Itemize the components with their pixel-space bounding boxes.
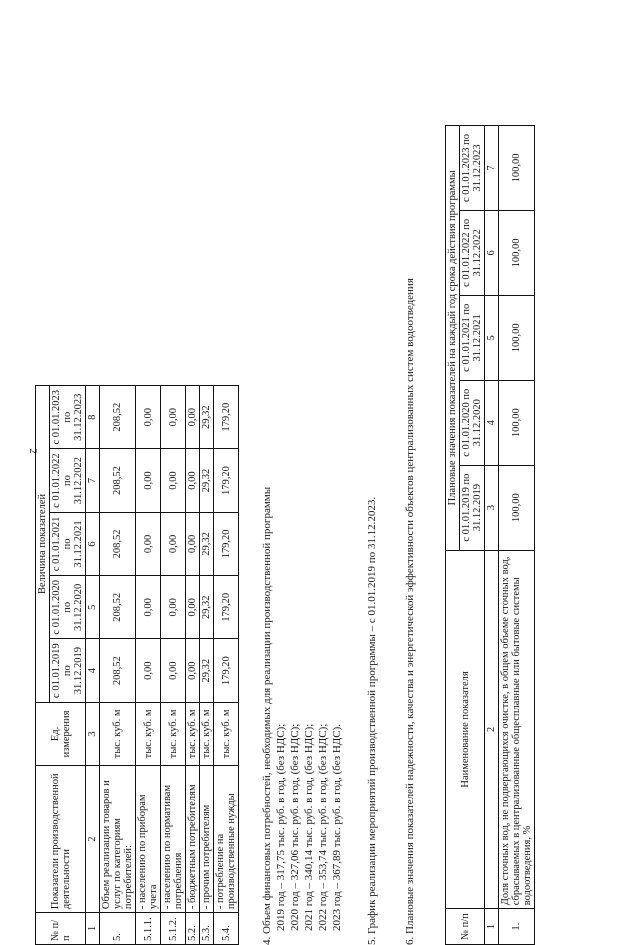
- header-period: с 01.01.2022 по 31.12.2022: [50, 449, 86, 512]
- row-unit: тыс. куб. м: [136, 702, 161, 765]
- table-row: [136, 386, 161, 945]
- row-value: 179,20: [214, 386, 239, 449]
- row-value: 0,00: [136, 512, 161, 575]
- page-number: 2: [26, 448, 39, 454]
- row-unit: тыс. куб. м: [100, 702, 136, 765]
- row-value: 29,32: [200, 512, 214, 575]
- row-name: - прочим потребителям: [200, 766, 214, 913]
- header-period: с 01.01.2019 по 31.12.2019: [460, 465, 485, 550]
- header-period: с 01.01.2023 по 31.12.2023: [50, 386, 86, 449]
- row-value: 0,00: [136, 386, 161, 449]
- row-value: 29,32: [200, 576, 214, 639]
- row-value: 0,00: [186, 386, 200, 449]
- section-4-line: 2023 год – 367,89 тыс. руб. в год, (без НДС).: [331, 723, 343, 931]
- row-value: 29,32: [200, 449, 214, 512]
- row-value: 0,00: [136, 576, 161, 639]
- row-value: 100,00: [499, 295, 535, 380]
- column-number: 4: [485, 380, 499, 465]
- column-number: 3: [485, 465, 499, 550]
- header-period: с 01.01.2020 по 31.12.2020: [50, 576, 86, 639]
- header-indicator: Показатели производственной деятельности: [36, 766, 86, 913]
- row-value: 0,00: [161, 639, 186, 702]
- row-name: - населению по приборам учета: [136, 766, 161, 913]
- header-group: Плановые значения показателей на каждый год срока действия программы: [446, 126, 460, 551]
- column-number: 8: [86, 386, 100, 449]
- row-value: 179,20: [214, 576, 239, 639]
- row-name: - населению по нормативам потребления: [161, 766, 186, 913]
- row-value: 208,52: [100, 386, 136, 449]
- section-4-line: 2022 год – 353,74 тыс. руб. в год, (без НДС);: [317, 723, 329, 931]
- column-number: 1: [86, 913, 100, 945]
- table-row: [214, 386, 239, 945]
- header-period: с 01.01.2021 по 31.12.2021: [50, 512, 86, 575]
- row-name: Объем реализации товаров и услуг по категориям потребителей:: [100, 766, 136, 913]
- table-row: [200, 386, 214, 945]
- table-header-row: [36, 386, 50, 945]
- section-5-title: 5. График реализации мероприятий производственной программы – с 01.01.2019 по 31.12.2023.: [366, 496, 378, 945]
- column-number: 7: [86, 449, 100, 512]
- row-value: 208,52: [100, 449, 136, 512]
- row-num: 5.3.: [200, 913, 214, 945]
- header-name: Наименование показателя: [446, 550, 485, 909]
- table-header-row: [446, 126, 460, 945]
- column-number: 6: [485, 210, 499, 295]
- row-value: 0,00: [161, 449, 186, 512]
- table-row: [161, 386, 186, 945]
- section-4-line: 2021 год – 340,14 тыс. руб. в год, (без НДС);: [303, 723, 315, 931]
- header-values-group: Величина показателей: [36, 386, 50, 703]
- row-value: 100,00: [499, 210, 535, 295]
- row-num: 5.4.: [214, 913, 239, 945]
- row-num: 5.2.: [186, 913, 200, 945]
- section-4-title: 4. Объем финансовых потребностей, необходимых для реализации производственной программы: [261, 486, 273, 945]
- row-value: 29,32: [200, 386, 214, 449]
- row-unit: тыс. куб. м: [214, 702, 239, 765]
- section-4: [260, 385, 344, 945]
- section-4-line: 2020 год – 327,06 тыс. руб. в год, (без НДС);: [289, 723, 301, 931]
- header-period: с 01.01.2021 по 31.12.2021: [460, 295, 485, 380]
- header-period: с 01.01.2022 по 31.12.2022: [460, 210, 485, 295]
- row-num: 5.1.2.: [161, 913, 186, 945]
- row-unit: тыс. куб. м: [161, 702, 186, 765]
- reliability-indicators-table: [445, 125, 535, 945]
- column-number: 2: [86, 766, 100, 913]
- header-unit: Ед. измерения: [36, 702, 86, 765]
- row-name: - бюджетным потребителям: [186, 766, 200, 913]
- section-5: [365, 245, 379, 945]
- table-row: [499, 126, 535, 945]
- row-value: 0,00: [161, 512, 186, 575]
- table-row: [100, 386, 136, 945]
- row-unit: тыс. куб. м: [186, 702, 200, 765]
- column-number: 4: [86, 639, 100, 702]
- row-value: 100,00: [499, 126, 535, 211]
- rotated-document-content: [35, 55, 575, 945]
- header-period: с 01.01.2023 по 31.12.2023: [460, 126, 485, 211]
- row-value: 208,52: [100, 512, 136, 575]
- section-6: [403, 125, 417, 945]
- column-number: 5: [86, 576, 100, 639]
- header-num: № п/п: [446, 909, 485, 945]
- row-value: 179,20: [214, 449, 239, 512]
- row-num: 1.: [499, 909, 535, 945]
- production-indicators-table: [35, 385, 239, 945]
- row-value: 179,20: [214, 512, 239, 575]
- column-number: 5: [485, 295, 499, 380]
- column-number: 7: [485, 126, 499, 211]
- section-4-line: 2019 год – 317,75 тыс. руб. в год, (без НДС);: [275, 723, 287, 931]
- header-period: с 01.01.2020 по 31.12.2020: [460, 380, 485, 465]
- row-unit: тыс. куб. м: [200, 702, 214, 765]
- row-value: 0,00: [186, 512, 200, 575]
- header-num: № п/п: [36, 913, 86, 945]
- row-value: 100,00: [499, 380, 535, 465]
- row-value: 208,52: [100, 576, 136, 639]
- column-number: 3: [86, 702, 100, 765]
- row-value: 0,00: [186, 576, 200, 639]
- row-num: 5.1.1.: [136, 913, 161, 945]
- column-number: 6: [86, 512, 100, 575]
- row-name: - потребление на производственные нужды: [214, 766, 239, 913]
- row-value: 100,00: [499, 465, 535, 550]
- row-value: 29,32: [200, 639, 214, 702]
- row-value: 0,00: [161, 576, 186, 639]
- row-value: 0,00: [161, 386, 186, 449]
- row-value: 179,20: [214, 639, 239, 702]
- row-value: 0,00: [136, 449, 161, 512]
- table-row: [186, 386, 200, 945]
- row-value: 208,52: [100, 639, 136, 702]
- header-period: с 01.01.2019 по 31.12.2019: [50, 639, 86, 702]
- row-value: 0,00: [136, 639, 161, 702]
- row-name: Доля сточных вод, не подвергающихся очистке, в общем объеме сточных вод, сбрасываемых в централизованные общесплавные или бытовые системы водоотведения, %: [499, 550, 535, 909]
- row-value: 0,00: [186, 639, 200, 702]
- column-number: 1: [485, 909, 499, 945]
- column-numbers-row: [485, 126, 499, 945]
- section-6-title: 6. Плановые значения показателей надежности, качества и энергетической эффективности объектов централизованных систем водоотведения: [404, 278, 416, 945]
- row-value: 0,00: [186, 449, 200, 512]
- production-indicators-table-wrapper: [35, 385, 239, 945]
- row-num: 5.: [100, 913, 136, 945]
- column-numbers-row: [86, 386, 100, 945]
- column-number: 2: [485, 550, 499, 909]
- reliability-indicators-table-wrapper: [445, 125, 535, 945]
